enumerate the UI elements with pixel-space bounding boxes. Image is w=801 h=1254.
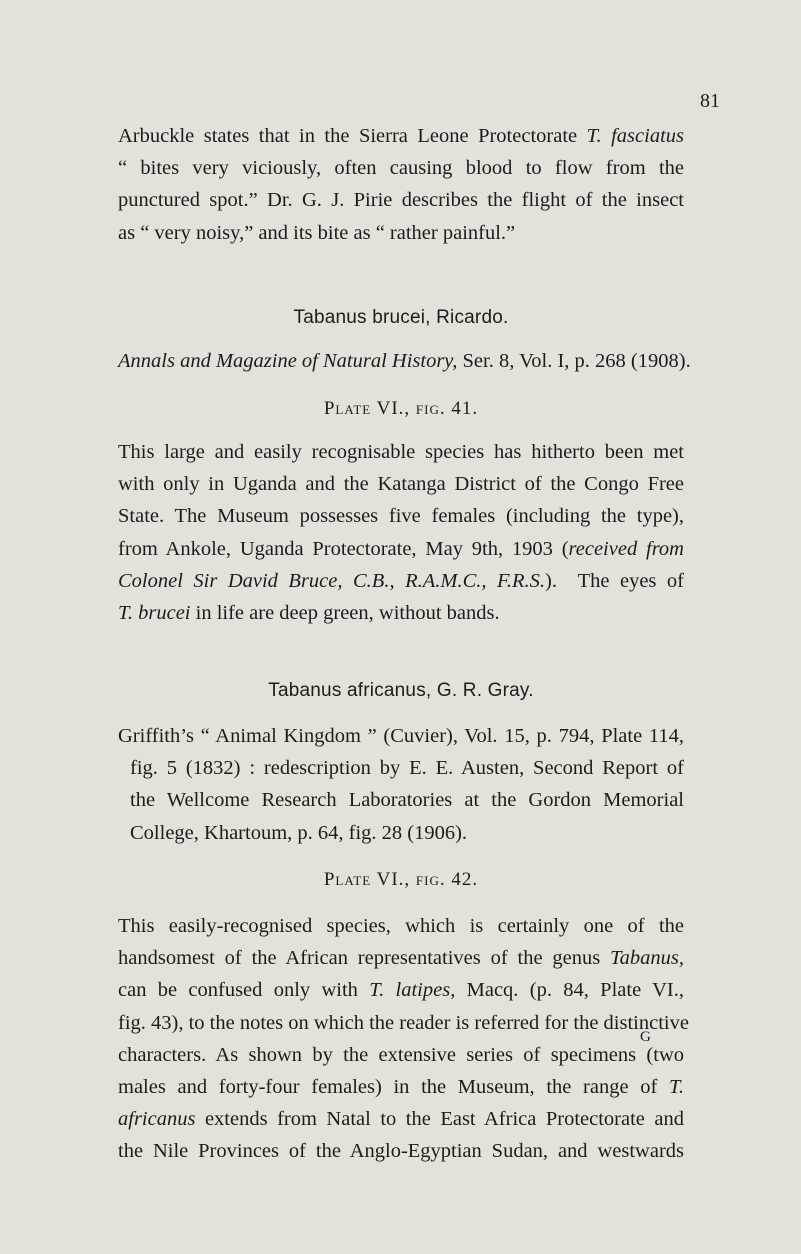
text-line: can be confused only with T. latipes, Macq. (p. 84, Plate VI., bbox=[118, 979, 684, 1002]
species-reference-africanus bbox=[118, 720, 684, 849]
plate-caption-41: Plate VI., fig. 41. bbox=[323, 398, 479, 419]
text-line: State. The Museum possesses five females (including the type), bbox=[118, 505, 684, 528]
text-line: males and forty-four females) in the Museum, the range of T. bbox=[118, 1076, 684, 1099]
page-number: 81 bbox=[700, 90, 720, 112]
text-line: the Nile Provinces of the Anglo-Egyptian Sudan, and westwards bbox=[118, 1140, 684, 1163]
text-line: Griffith’s “ Animal Kingdom ” (Cuvier), Vol. 15, p. 794, Plate 114, bbox=[118, 725, 684, 747]
plate-caption-42: Plate VI., fig. 42. bbox=[323, 869, 479, 890]
text-line: from Ankole, Uganda Protectorate, May 9th, 1903 (received from bbox=[118, 537, 684, 560]
brucei-paragraph bbox=[118, 436, 684, 629]
text-line: fig. 5 (1832) : redescription by E. E. Austen, Second Report of bbox=[130, 757, 684, 780]
text-line: Colonel Sir David Bruce, C.B., R.A.M.C., F.R.S.). The eyes of bbox=[118, 569, 684, 592]
species-reference-brucei: Annals and Magazine of Natural History, Ser. 8, Vol. I, p. 268 (1908). bbox=[118, 350, 691, 372]
text-line: T. brucei in life are deep green, without bands. bbox=[118, 602, 500, 625]
intro-paragraph bbox=[118, 120, 684, 249]
text-line: characters. As shown by the extensive series of specimens (two bbox=[118, 1043, 684, 1066]
text-line: “ bites very viciously, often causing blood to flow from the bbox=[118, 157, 684, 180]
africanus-paragraph bbox=[118, 910, 689, 1168]
text-line: with only in Uganda and the Katanga District of the Congo Free bbox=[118, 473, 684, 496]
text-line: This large and easily recognisable species has hitherto been met bbox=[118, 441, 684, 463]
text-line: the Wellcome Research Laboratories at the Gordon Memorial bbox=[130, 789, 684, 812]
signature-mark: G bbox=[640, 1029, 651, 1045]
species-heading-africanus: Tabanus africanus, G. R. Gray. bbox=[268, 680, 534, 701]
text-line: punctured spot.” Dr. G. J. Pirie describes the flight of the insect bbox=[118, 189, 684, 212]
text-line: handsomest of the African representatives of the genus Tabanus, bbox=[118, 947, 684, 970]
text-line: fig. 43), to the notes on which the reader is referred for the distinctive bbox=[118, 1011, 689, 1034]
text-line: as “ very noisy,” and its bite as “ rather painful.” bbox=[118, 221, 516, 244]
text-line: Arbuckle states that in the Sierra Leone Protectorate T. fasciatus bbox=[118, 125, 684, 147]
species-heading-brucei: Tabanus brucei, Ricardo. bbox=[293, 307, 509, 328]
text-line: College, Khartoum, p. 64, fig. 28 (1906). bbox=[130, 821, 468, 844]
text-line: africanus extends from Natal to the East Africa Protectorate and bbox=[118, 1108, 684, 1131]
text-line: This easily-recognised species, which is certainly one of the bbox=[118, 915, 684, 937]
